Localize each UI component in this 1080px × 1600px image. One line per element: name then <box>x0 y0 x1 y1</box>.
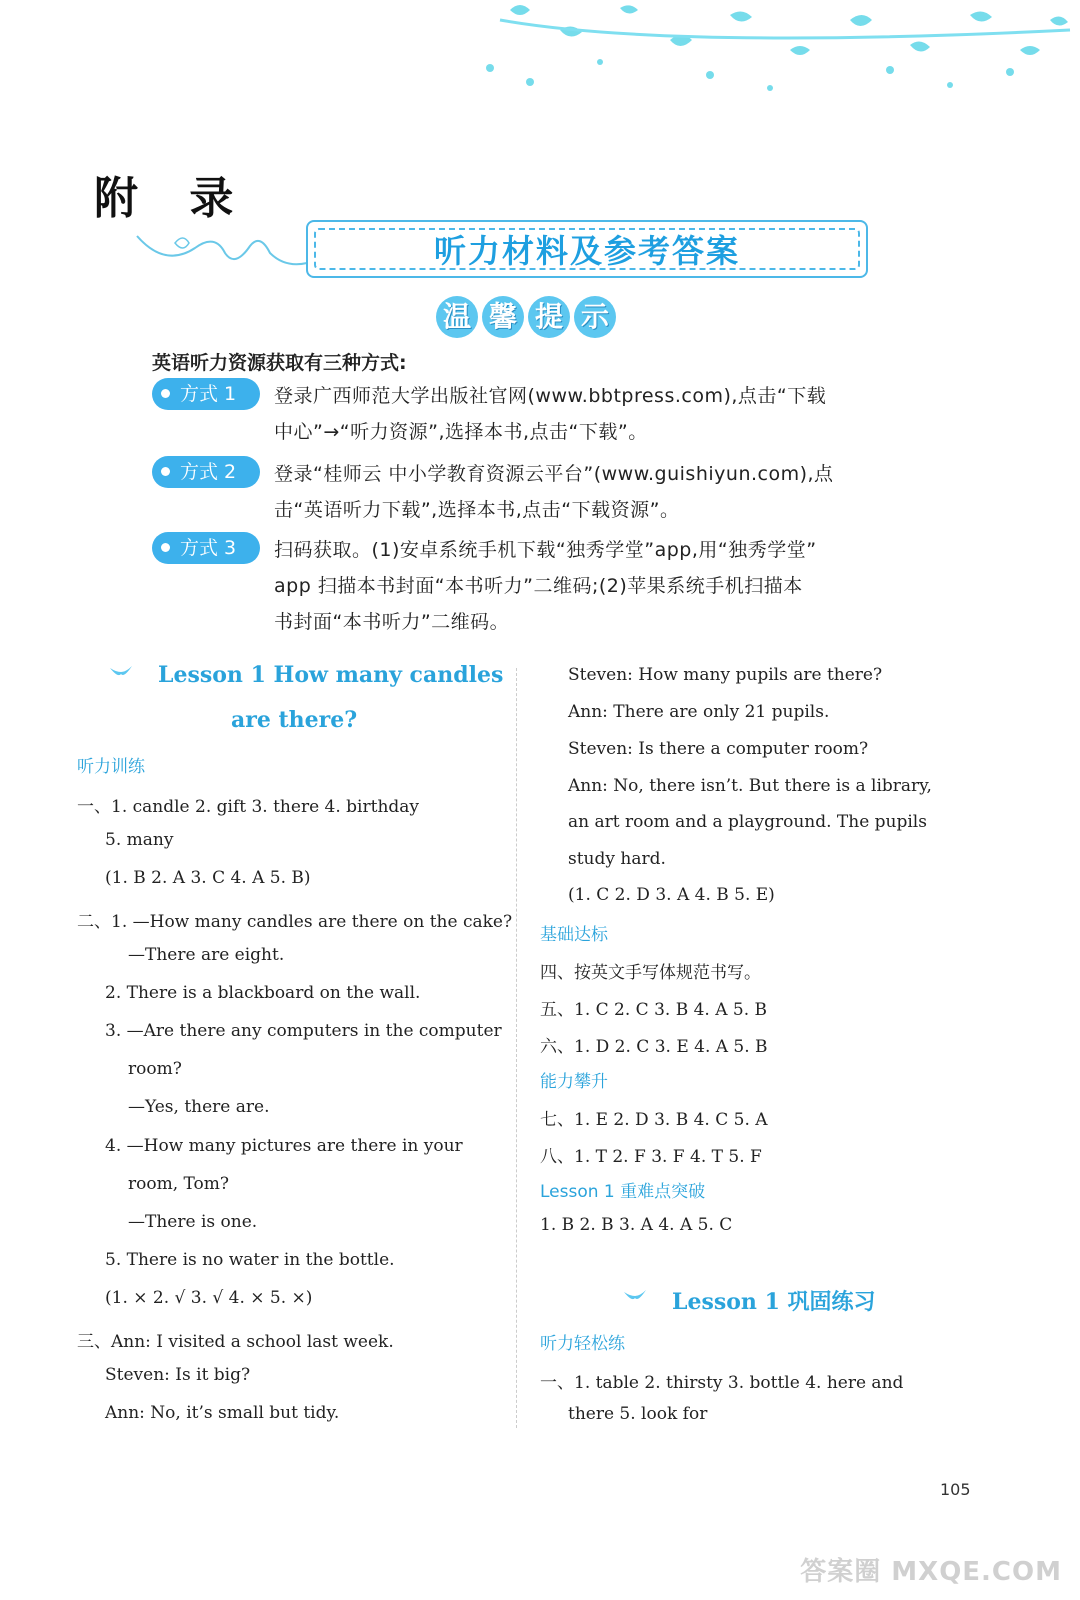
answer-line: 六、1. D 2. C 3. E 4. A 5. B <box>540 1037 768 1057</box>
section-banner <box>306 220 868 278</box>
answer-line: an art room and a playground. The pupils <box>568 812 927 832</box>
leaf-decoration <box>470 0 1080 110</box>
answer-line: 5. There is no water in the bottle. <box>105 1250 395 1270</box>
method-line: app 扫描本书封面“本书听力”二维码;(2)苹果系统手机扫描本 <box>274 575 803 597</box>
section-label: 听力轻松练 <box>540 1334 625 1354</box>
answer-line: 三、Ann: I visited a school last week. <box>77 1332 394 1352</box>
section-label: Lesson 1 重难点突破 <box>540 1182 706 1202</box>
method-text <box>274 532 894 640</box>
answer-line: Ann: There are only 21 pupils. <box>568 702 830 722</box>
answer-line: there 5. look for <box>568 1404 708 1424</box>
lesson-heading: Lesson 1 How many candles <box>158 662 504 688</box>
answer-line: 3. —Are there any computers in the computer <box>105 1021 502 1041</box>
intro-text: 英语听力资源获取有三种方式: <box>152 352 407 374</box>
answer-line: Steven: Is there a computer room? <box>568 739 869 759</box>
answer-line: 四、按英文手写体规范书写。 <box>540 963 761 983</box>
lesson-heading-cont: are there? <box>231 707 358 733</box>
answer-line: room, Tom? <box>128 1174 230 1194</box>
answer-line: study hard. <box>568 849 666 869</box>
method-line: 中心”→“听力资源”,选择本书,点击“下载”。 <box>274 421 648 443</box>
answer-line: —There is one. <box>128 1212 258 1232</box>
swirl-decoration <box>135 228 310 273</box>
answer-line: 5. many <box>105 830 174 850</box>
answer-line: Ann: No, it’s small but tidy. <box>105 1403 340 1423</box>
method-badge: 方式 1 <box>152 378 260 410</box>
answer-line: Ann: No, there isn’t. But there is a library, <box>568 776 932 796</box>
tip-char: 温 <box>436 296 478 338</box>
answer-line: —There are eight. <box>128 945 285 965</box>
method-line: 登录广西师范大学出版社官网(www.bbtpress.com),点击“下载 <box>274 385 827 407</box>
method-line: 书封面“本书听力”二维码。 <box>274 611 510 633</box>
answer-line: (1. C 2. D 3. A 4. B 5. E) <box>568 885 775 905</box>
answer-line: (1. B 2. A 3. C 4. A 5. B) <box>105 868 311 888</box>
answer-line: room? <box>128 1059 182 1079</box>
answer-line: 4. —How many pictures are there in your <box>105 1136 463 1156</box>
answer-line: 一、1. table 2. thirsty 3. bottle 4. here and <box>540 1373 904 1393</box>
bird-icon <box>108 664 134 682</box>
banner-text: 听力材料及参考答案 <box>314 228 860 270</box>
section-label: 基础达标 <box>540 925 608 945</box>
section-label: 听力训练 <box>77 757 145 777</box>
method-line: 登录“桂师云 中小学教育资源云平台”(www.guishiyun.com),点 <box>274 463 834 485</box>
answer-line: Steven: Is it big? <box>105 1365 251 1385</box>
answer-line: 一、1. candle 2. gift 3. there 4. birthday <box>77 797 420 817</box>
answer-line: 七、1. E 2. D 3. B 4. C 5. A <box>540 1110 768 1130</box>
method-text <box>274 456 894 528</box>
answer-line: 二、1. —How many candles are there on the cake? <box>77 912 513 932</box>
section-label: 能力攀升 <box>540 1072 608 1092</box>
page-title: 附 录 <box>94 173 252 224</box>
method-badge: 方式 3 <box>152 532 260 564</box>
answer-line: 八、1. T 2. F 3. F 4. T 5. F <box>540 1147 762 1167</box>
answer-line: 1. B 2. B 3. A 4. A 5. C <box>540 1215 733 1235</box>
watermark: 答案圈 MXQE.COM <box>800 1557 1062 1587</box>
tip-char: 馨 <box>482 296 524 338</box>
answer-line: Steven: How many pupils are there? <box>568 665 883 685</box>
tip-char: 提 <box>528 296 570 338</box>
method-line: 击“英语听力下载”,选择本书,点击“下载资源”。 <box>274 499 680 521</box>
page-number: 105 <box>940 1480 971 1499</box>
warm-tip-badge <box>436 296 616 338</box>
answer-line: 2. There is a blackboard on the wall. <box>105 983 421 1003</box>
method-badge: 方式 2 <box>152 456 260 488</box>
bird-icon <box>622 1288 648 1306</box>
column-divider <box>516 668 517 1428</box>
method-line: 扫码获取。(1)安卓系统手机下载“独秀学堂”app,用“独秀学堂” <box>274 539 817 561</box>
lesson-heading: Lesson 1 巩固练习 <box>672 1289 876 1315</box>
answer-line: (1. × 2. √ 3. √ 4. × 5. ×) <box>105 1288 313 1308</box>
tip-char: 示 <box>574 296 616 338</box>
answer-line: —Yes, there are. <box>128 1097 270 1117</box>
answer-line: 五、1. C 2. C 3. B 4. A 5. B <box>540 1000 768 1020</box>
method-text <box>274 378 894 450</box>
